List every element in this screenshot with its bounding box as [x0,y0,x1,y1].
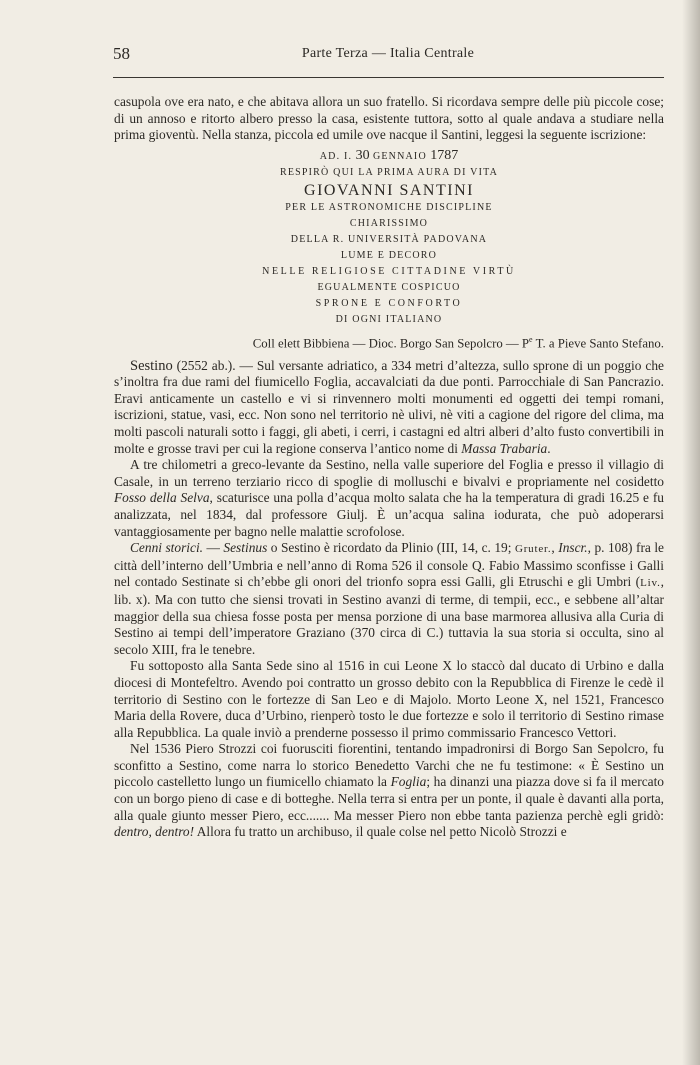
inscription-line-date: AD. I. 30 GENNAIO 1787 [319,147,459,163]
sestino-paragraph-3: Cenni storici. — Sestinus o Sestino è ricordato da Plinio (III, 14, c. 19; Gruter., Inscr., p. 108) fra le città dell’interno dell’Umbria e nell’anno di Roma 526 il console Q. Fabio Massimo sconfisse i Galli nel contado Sestinate si ch’ebbe gli onori del trionfo sopra essi Galli, gli Etruschi e gli Umbri (Liv., lib. x). Ma con tutto che siensi trovati in Sestino avanzi di terme, di tempii, ecc., e sebbene all’altar maggior della sua chiesa fosse posta per mensa porzione di una base marmorea allusiva alla Curia di Sestino ai tempi dell’imperatore Graziano (370 circa di C.) tuttavia la sua storia si occulta, sino al secolo XIII, fra le tenebre. [114,540,664,657]
inscription-name: GIOVANNI SANTINI [304,181,474,199]
intro-paragraph: casupola ove era nato, e che abitava allora un suo fratello. Si ricordava sempre delle più piccole cose; di un annoso e ritorto albero presso la casa, esistente tuttora, sotto al quale andava a studiare nella prima gioventù. Nella stanza, piccola ed umile ove nacque il Santini, leggesi la seguente iscrizione: [114,94,664,143]
inscription-line: LUME E DECORO [340,249,438,261]
sestino-paragraph-1: Sestino (2552 ab.). — Sul versante adriatico, a 334 metri d’altezza, sullo sprone di un poggio che s’inoltra fra due rami del fiumicello Foglia, accavalciati da due ponti. Parrocchiale di San Pancrazio. Eravi anticamente un castello e vi si rinvennero molti monumenti ed oggetti dei tempi romani, iscrizioni, statue, vasi, ecc. Non sono nel territorio nè ulivi, nè viti a cagione del rigore del clima, ma molti pascoli naturali sotto i faggi, gli abeti, i cerri, i castagni ed altri alberi d’alto fusto convertibili in molte e grosse travi per cui la regione conserva l’antico nome di Massa Trabaria. [114,357,664,456]
inscription-line: PER LE ASTRONOMICHE DISCIPLINE [285,201,493,213]
page-header [113,44,663,68]
inscription-line: SPRONE E CONFORTO [315,297,463,309]
running-title: Parte Terza — Italia Centrale [301,46,475,61]
entry-title: Sestino [130,357,173,374]
inscription-line: CHIARISSIMO [349,217,429,229]
inscription-line: DELLA R. UNIVERSITÀ PADOVANA [290,233,488,245]
page-number: 58 [113,44,130,63]
sestino-paragraph-4: Fu sottoposto alla Santa Sede sino al 1516 in cui Leone X lo staccò dal ducato di Urbino e dalla diocesi di Montefeltro. Avendo poi contratto un grosso debito con la Repubblica di Firenze le cedè il territorio di Sestino con le fortezze di San Leo e di Majolo. Morto Leone X, nel 1521, Francesco Maria della Rovere, duca d’Urbino, rienperò tosto le due fortezze e solo il territorio di Sestino rimase alla Repubblica. La quale inviò a prenderne possesso il primo commissario Francesco Vettori. [114,658,664,740]
inscription-line: EGUALMENTE COSPICUO [317,281,461,293]
sestino-paragraph-5: Nel 1536 Piero Strozzi coi fuorusciti fiorentini, tentando impadronirsi di Borgo San Sepolcro, fu sconfitto a Sestino, come narra lo storico Benedetto Varchi che ne fu testimone: « È Sestino un piccolo castelletto lungo un fiumicello chiamato la Foglia; ha dinanzi una piazza dove si fa il mercato con un borgo pieno di case e di botteghe. Nella terra si entra per un ponte, il quale è davanti alla porta, alla quale giunto messer Piero, ecc....... Ma messer Piero non ebbe tanta pazienza perchè egli gridò: dentro, dentro! Allora fu tratto un archibuso, il quale colse nel petto Nicolò Strozzi e [114,741,664,840]
section-label: Cenni storici. [130,540,204,556]
body-text [114,94,664,841]
inscription-line: NELLE RELIGIOSE CITTADINE VIRTÙ [262,265,516,277]
inscription-line: RESPIRÒ QUI LA PRIMA AURA DI VITA [279,166,499,178]
administrative-line: Coll elett Bibbiena — Dioc. Borgo San Sepolcro — $P^e$ T. a Pieve Santo Stefano. [252,334,664,351]
inscription [114,147,664,328]
header-rule [113,77,664,78]
page-edge-shadow [682,0,700,1065]
inscription-line: DI OGNI ITALIANO [335,313,443,325]
sestino-paragraph-2: A tre chilometri a greco-levante da Sestino, nella valle superiore del Foglia e presso il villagio di Casale, in un terreno terziario ricco di spoglie di molluschi e bivalvi e propriamente nel cosidetto Fosso della Selva, scaturisce una polla d’acqua molto salata che ha la temperatura di gradi 16.25 e fu analizzata, nel 1834, dal professore Giulj. È un’acqua salina iodurata, che può adoperarsi vantaggiosamente per bagno nelle malattie scrofolose. [114,457,665,539]
